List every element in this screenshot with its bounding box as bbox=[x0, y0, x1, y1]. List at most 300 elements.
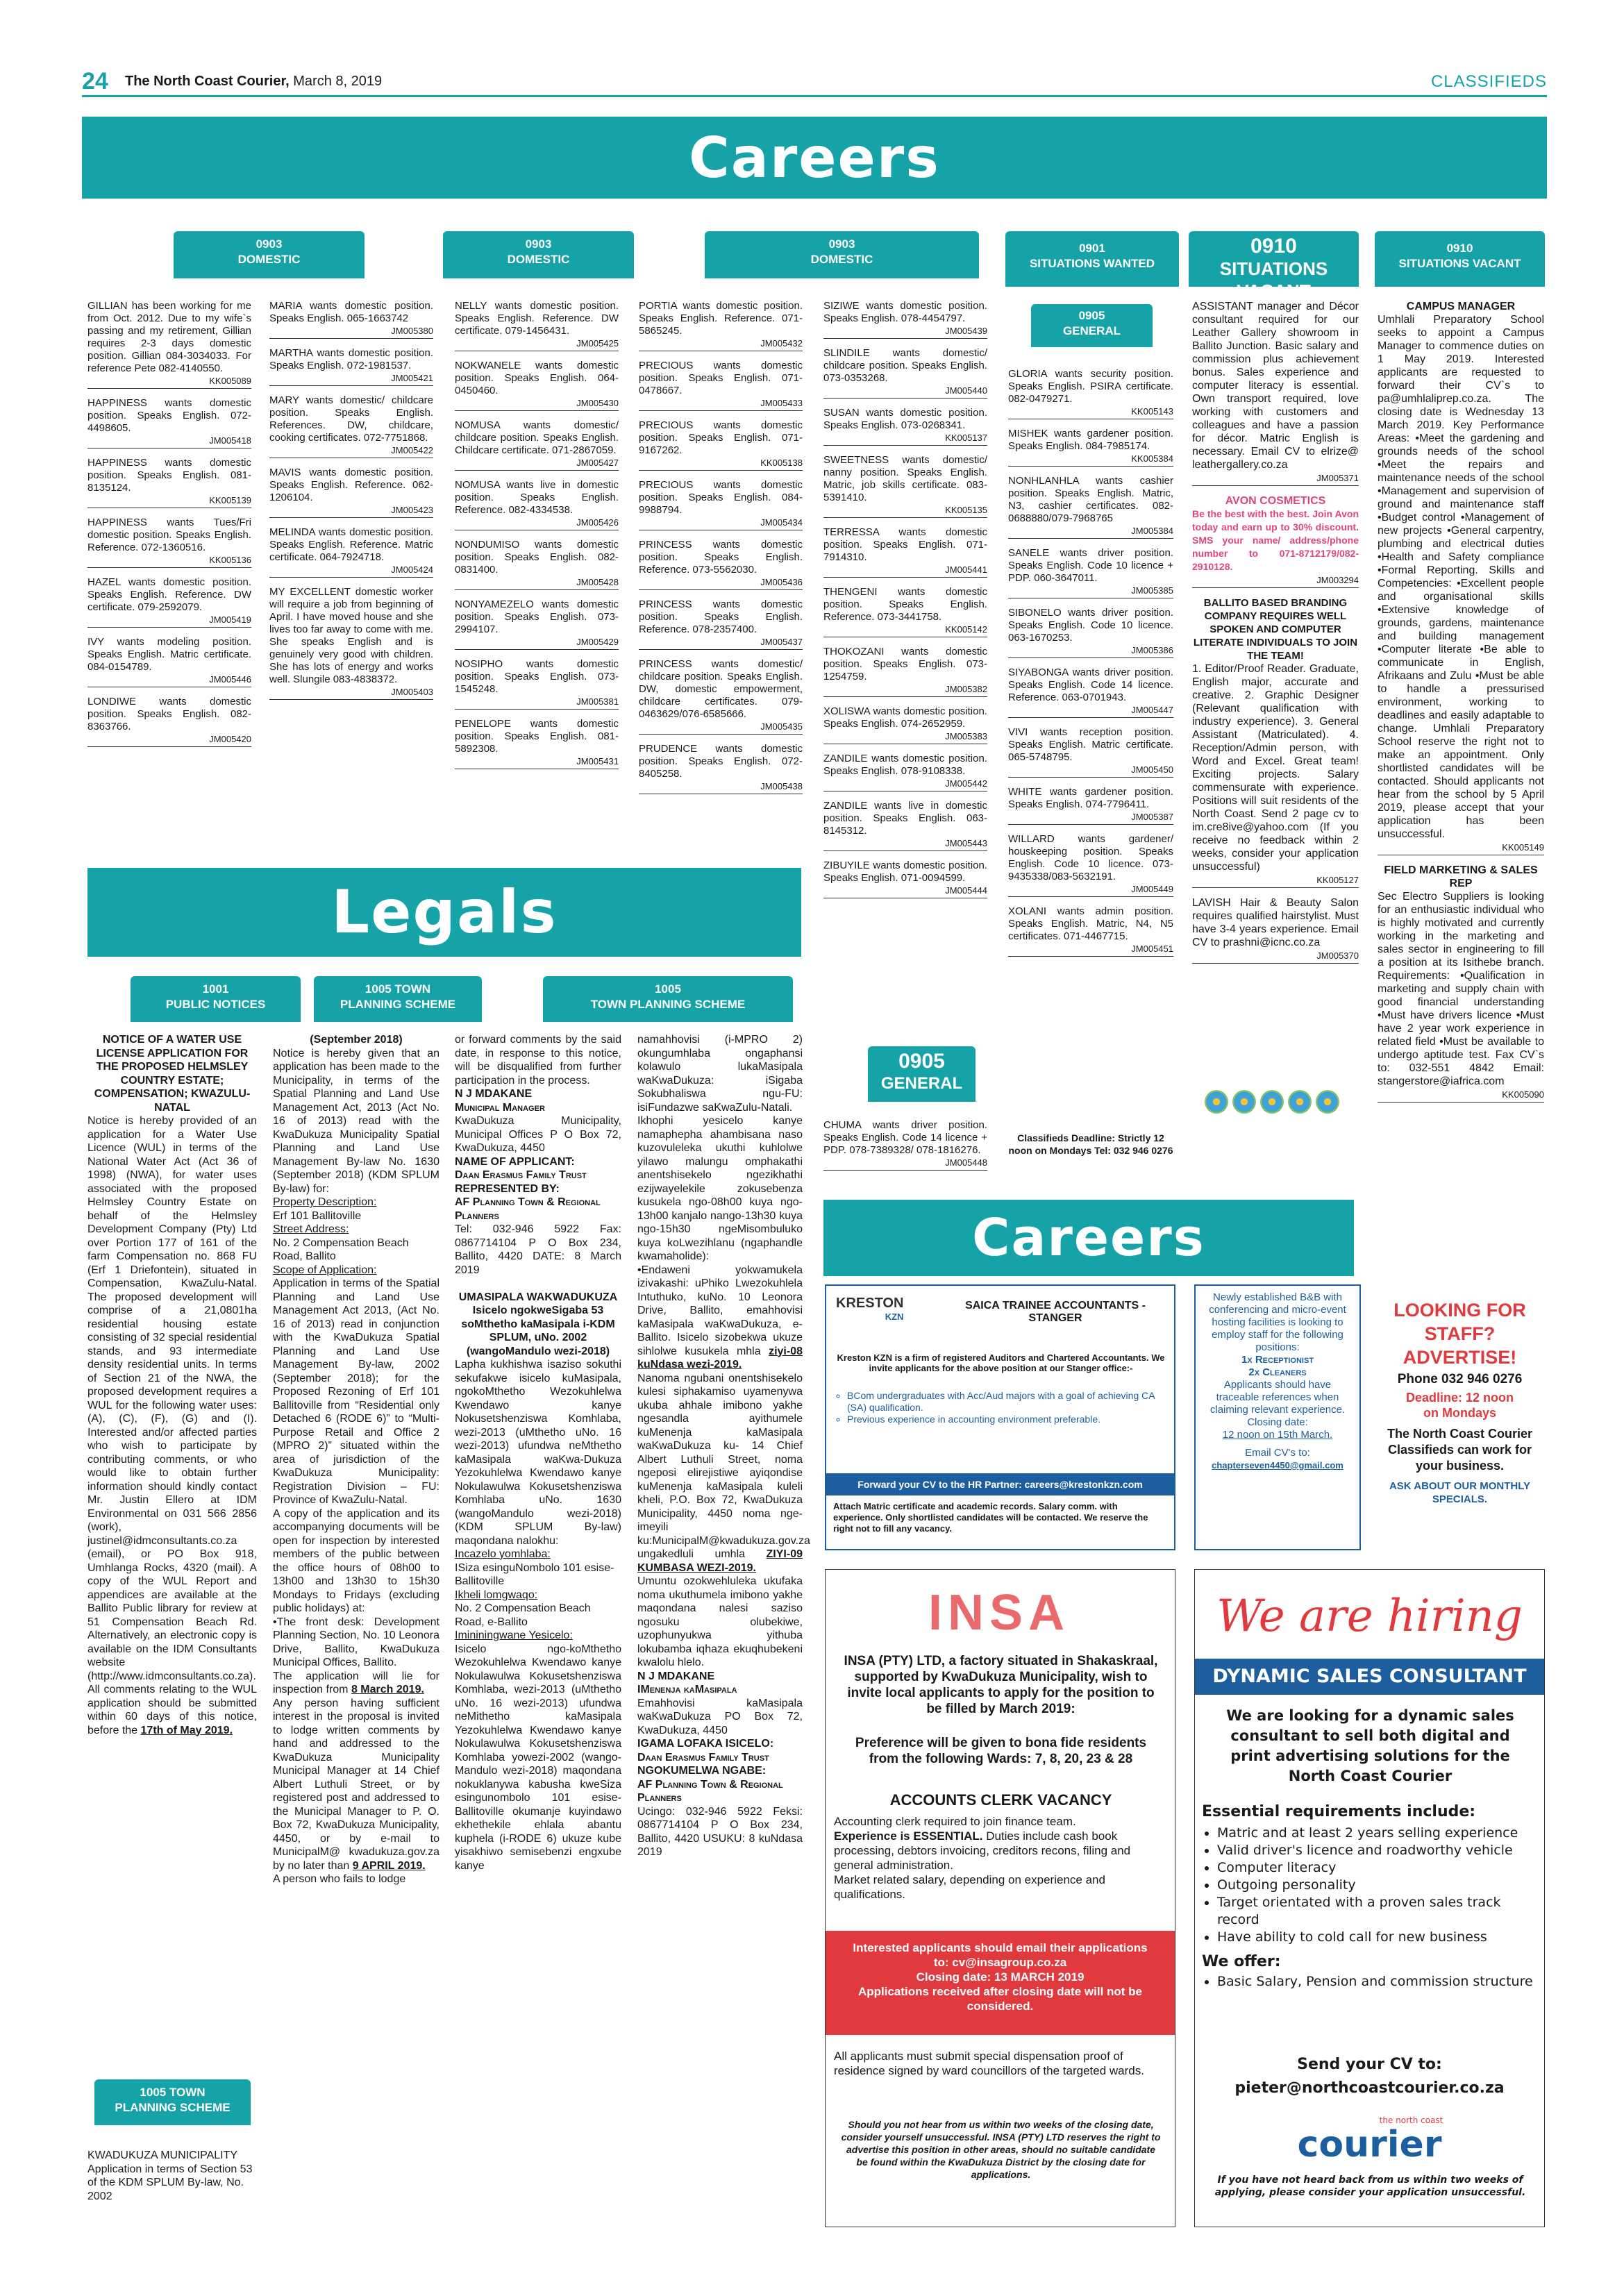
field-value: AF Planning Town & Regional Planners bbox=[455, 1196, 601, 1222]
ad-ref: JM005426 bbox=[455, 517, 619, 530]
page-header bbox=[82, 68, 1547, 97]
insa-heading: INSA (PTY) LTD, a factory situated in Shakaskraal, supported by KwaDukuza Municipality, wish to invite local applicants to apply for the position to be filled by March 2019: bbox=[844, 1654, 1158, 1716]
general-heading bbox=[1031, 304, 1153, 347]
flower-decoration bbox=[1205, 1090, 1339, 1114]
classified-ad: NONYAMEZELO wants domestic position. Speaks English. 073-2994107. bbox=[455, 598, 619, 635]
courier-logo bbox=[1195, 2115, 1544, 2164]
field-value: Daan Erasmus Family Trust bbox=[637, 1751, 769, 1763]
logo-small: the north coast bbox=[1379, 2115, 1443, 2125]
insa-preference: Preference will be given to bona fide residents from the following Wards: 7, 8, 20, 23 & 28 bbox=[855, 1736, 1147, 1766]
ad-ref: KK005136 bbox=[87, 554, 251, 568]
hiring-send: Send your CV to: bbox=[1297, 2056, 1442, 2073]
ad-ref: JM005443 bbox=[823, 837, 987, 851]
notice-body bbox=[87, 1114, 257, 1737]
requirement-item: ◦ BCom undergraduates with Acc/Aud majors with a goal of achieving CA (SA) qualification. bbox=[847, 1390, 1163, 1414]
insa-paragraph: Market related salary, depending on experience and qualifications. bbox=[834, 1873, 1105, 1901]
classifieds-deadline: Classifieds Deadline: Strictly 12 noon on Mondays Tel: 032 946 0276 bbox=[1008, 1132, 1173, 1156]
ad-ref: JM005371 bbox=[1192, 471, 1359, 486]
hiring-intro: We are looking for a dynamic sales consultant to sell both digital and print advertising solutions for the North Coast Courier bbox=[1226, 1707, 1514, 1784]
classified-ad: THOKOZANI wants domestic position. Speaks English. 073-1254759. bbox=[823, 646, 987, 682]
notice-body-text: Notice is hereby provided of an application for a Water Use Licence (WUL) in terms of the National Water Act (Act 36 of 1998) (NWA), for water uses associated with the proposed Helmsley Country Estate on behalf of the Helmsley Development Company (Pty) Ltd over Portion 177 of 161 of the farm Compensation no. 868 FU (Erf 1 Driefontein), situated in Compensation, KwaZulu-Natal. The proposed development will comprise of a 21,0801ha residential housing estate consisting of 32 special residential stands, and 93 intermediate density residential units. In terms of Section 21 of the NWA, the proposed development requires a WUL for the following water uses: (A), (C), (F), (G) and (I). Interested and/or affected parties who wish to participate by contributing comments, or who would like to obtain further information should kindly contact Mr. Justin Ellero at IDM Environmental on 031 566 2856 (work), justinel@idmconsultants.co.za (email), or PO Box 918, Umhlanga Rocks, 4320 (mail). A copy of the WUL Report and appendices are available at the Ballito Public library for review at 51 Compensation Beach Rd. Alternatively, an electronic copy is available on the IDM Consultants website (http://www.idmconsultants.co.za). All comments relating to the WUL application should be submitted within 60 days of this notice, before the bbox=[87, 1115, 257, 1736]
classified-ad: HAPPINESS wants domestic position. Speaks English. 072-4498605. bbox=[87, 397, 251, 434]
notice-paragraph: A copy of the application and its accompanying documents will be open for inspection by interested members of the public between the office hours of 08h00 to 13h00 and 13h30 to 15h30 Mondays to Fridays (excluding public holidays) at: bbox=[273, 1507, 440, 1614]
field-value: No. 2 Compensation Beach Road, Ballito bbox=[273, 1237, 409, 1262]
field-label: Incazelo yomhlaba: bbox=[455, 1548, 551, 1560]
hiring-footer: If you have not heard back from us within two weeks of applying, please consider your application unsuccessful. bbox=[1214, 2175, 1526, 2198]
classified-ad: SIBONELO wants driver position. Speaks English. Code 10 licence. 063-1670253. bbox=[1008, 607, 1173, 644]
ad-ref: JM005448 bbox=[823, 1157, 987, 1171]
notice-end-date: 17th of May 2019. bbox=[140, 1724, 233, 1736]
insa-paragraph bbox=[834, 1829, 1167, 1872]
flower-icon bbox=[1260, 1090, 1284, 1114]
field-label: Imininingwane Yesicelo: bbox=[455, 1629, 573, 1641]
town-planning-column-1 bbox=[273, 1033, 440, 1886]
classified-ad: PRECIOUS wants domestic position. Speaks English. 084-9988794. bbox=[639, 479, 803, 516]
ad-ref: JM005418 bbox=[87, 435, 251, 449]
heading-label: GENERAL bbox=[1062, 324, 1121, 337]
publication-name: The North Coast Courier, bbox=[125, 74, 290, 89]
campus-manager-text: Umhlali Preparatory School seeks to appoint a Campus Manager to commence duties on 1 May 2019. Interested applicants are requested to forward their CV`s to pa@umhlaliprep.co.za. The closing date is Wednesday 13 March 2019. Key Performance Areas: •Meet the gardening and grounds needs of the school •Meet the repairs and maintenance needs of the school •Management and supervision of ground and maintenance staff •Budget control •Management of new projects •General carpentry, plumbing and electrical duties •Health and Safety compliance •Formal Reporting. Skills and Competencies: •Excellent people and organisational skills •Extensive knowledge of grounds, gardens, maintenance and building management •Computer literate •Be able to communicate in English, Afrikaans and Zulu •Must be able to handle a pressurised environment, working to deadlines and easily adaptable to change. Umhlali Preparatory School reserve the right not to make an appointment. Only shortlisted candidates will be contacted. Should applicants not hear from the school by 5 April 2019, please accept that your application has been unsuccessful. bbox=[1378, 314, 1544, 840]
notice-paragraph bbox=[273, 1697, 440, 1873]
ad-ref: JM005387 bbox=[1008, 811, 1173, 825]
ad-ref: JM005435 bbox=[639, 721, 803, 735]
classified-ad: PRECIOUS wants domestic position. Speaks English. 071-9167262. bbox=[639, 419, 803, 456]
notice-title: NOTICE OF A WATER USE LICENSE APPLICATION FOR THE PROPOSED HELMSLEY COUNTRY ESTATE; COMPENSATION; KWAZULU-NATAL bbox=[94, 1034, 251, 1114]
heading-code: 0903 bbox=[828, 237, 855, 251]
kreston-email-bar: Forward your CV to the HR Partner: careers@krestonkzn.com bbox=[826, 1473, 1174, 1495]
insa-closing: Closing date: 13 MARCH 2019 bbox=[916, 1970, 1085, 1984]
classified-ad: ZIBUYILE wants domestic position. Speaks English. 071-0094599. bbox=[823, 860, 987, 884]
notice-paragraph: Lapha kukhishwa isaziso sokuthi sekufakwe isicelo kuMasipala, ngokoMthetho Wezokuhlelwa Kwendawo kanye Nokusetshenziswa Komhlaba, wezi-2013 (uMthetho uNo. 16 wezi-2013) ufundwa neMthetho kaMasipala waKwa-Dukuza Yezokuhlelwa Kwendawo kanye Nokulawulwa Kokusetshenziswa Komhlaba uNo. 1630 (wangoMandulo wezi-2018) (KDM SPLUM By-law) maqondana nalokhu: bbox=[455, 1359, 621, 1547]
classified-ad: WILLARD wants gardener/ houskeeping position. Speaks English. Code 10 licence. 073-9435338/083-5632191. bbox=[1008, 833, 1173, 882]
careers-banner-mid: Careers bbox=[823, 1200, 1354, 1276]
ad-ref: JM005370 bbox=[1192, 949, 1359, 964]
looking-for-staff-ad bbox=[1375, 1298, 1545, 1506]
field-value: Erf 101 Ballitoville bbox=[273, 1209, 362, 1222]
situations-vacant-column-b bbox=[1378, 300, 1544, 1111]
classified-ad: IVY wants modeling position. Speaks English. Matric certificate. 084-0154789. bbox=[87, 636, 251, 673]
kwadukuza-application-title: KWADUKUZA MUNICIPALITY Application in terms of Section 53 of the KDM SPLUM By-law, No. 2002 bbox=[87, 2150, 253, 2202]
field-value: Daan Erasmus Family Trust bbox=[455, 1169, 587, 1181]
situations-vacant-column-a bbox=[1192, 300, 1359, 972]
hiring-email: pieter@northcoastcourier.co.za bbox=[1234, 2079, 1505, 2097]
heading-label: PUBLIC NOTICES bbox=[165, 998, 266, 1011]
domestic-column-3 bbox=[455, 300, 619, 778]
classified-ad: ZANDILE wants domestic position. Speaks English. 078-9108338. bbox=[823, 753, 987, 777]
ad-ref: JM005430 bbox=[455, 397, 619, 411]
ad-ref: JM005450 bbox=[1008, 764, 1173, 778]
situations-wanted-column bbox=[1008, 368, 1173, 965]
ad-ref: JM005446 bbox=[87, 673, 251, 687]
classified-ad: ZANDILE wants live in domestic position. Speaks English. 063-8145312. bbox=[823, 800, 987, 837]
classified-ad: NOMUSA wants live in domestic position. Speaks English. Reference. 082-4334538. bbox=[455, 479, 619, 516]
bnb-email-label: Email CV's to: bbox=[1245, 1447, 1310, 1459]
legals-banner: Legals bbox=[87, 868, 801, 957]
classified-ad: PRINCESS wants domestic position. Speaks English. Reference. 073-5562030. bbox=[639, 539, 803, 576]
ad-ref: JM005439 bbox=[823, 325, 987, 339]
looking-body: The North Coast Courier Classifieds can work for your business. bbox=[1387, 1427, 1532, 1473]
notice-paragraph: namahhovisi (i-MPRO 2) okungumhlaba ongaphansi kolawulo lukaMasipala waKwaDukuza: iSigaba Sokubhaliswa ngu-FU: isiFundazwe saKwaZulu-Natali. bbox=[637, 1034, 803, 1114]
field-label: Property Description: bbox=[273, 1196, 377, 1208]
publication-line bbox=[125, 74, 382, 90]
page-number: 24 bbox=[82, 68, 108, 94]
town-planning-column-3 bbox=[637, 1033, 810, 1859]
ad-ref: JM005384 bbox=[1008, 525, 1173, 539]
careers-banner: Careers bbox=[82, 117, 1547, 199]
classified-ad: HAZEL wants domestic position. Speaks English. Reference. DW certificate. 079-2592079. bbox=[87, 576, 251, 613]
field-value: No. 2 Compensation Beach Road, e-Ballito bbox=[455, 1602, 591, 1628]
flower-icon bbox=[1232, 1090, 1256, 1114]
bullet-item: • Outgoing personality bbox=[1217, 1877, 1539, 1894]
signatory-role: Municipal Manager bbox=[455, 1101, 545, 1114]
classified-ad: PRINCESS wants domestic position. Speaks English. Reference. 078-2357400. bbox=[639, 598, 803, 635]
classified-ad: PORTIA wants domestic position. Speaks English. Reference. 071-5865245. bbox=[639, 300, 803, 337]
public-notices-heading bbox=[131, 976, 301, 1022]
field-value: ISiza esinguNombolo 101 esise-Ballitoville bbox=[455, 1561, 614, 1587]
logo-sub: KZN bbox=[885, 1312, 904, 1322]
insa-paragraph: All applicants must submit special dispensation proof of residence signed by ward councillors of the targeted wards. bbox=[834, 2050, 1144, 2077]
requirement-item: ◦ Previous experience in accounting environment preferable. bbox=[847, 1414, 1163, 1425]
insa-logo: INSA bbox=[928, 1584, 1071, 1641]
bullet-item: • Computer literacy bbox=[1217, 1859, 1539, 1877]
ad-ref: JM005432 bbox=[639, 337, 803, 351]
ad-ref: JM005441 bbox=[823, 564, 987, 578]
kreston-ad bbox=[825, 1284, 1175, 1550]
kreston-footer: Attach Matric certificate and academic records. Salary comm. with experience. Only shortlisted candidates will be contacted. We reserve the right not to fill any vacancy. bbox=[833, 1501, 1148, 1534]
ad-ref: JM005427 bbox=[455, 457, 619, 471]
domestic-column-4 bbox=[639, 300, 803, 803]
ad-ref: KK005149 bbox=[1378, 841, 1544, 855]
heading-label: DOMESTIC bbox=[507, 253, 570, 266]
classified-ad: NOSIPHO wants domestic position. Speaks English. 073-1545248. bbox=[455, 658, 619, 695]
ad-ref: JM003294 bbox=[1192, 573, 1359, 588]
classified-ad: MARTHA wants domestic position. Speaks English. 072-1981537. bbox=[269, 347, 433, 371]
looking-phone: Phone 032 946 0276 bbox=[1397, 1372, 1523, 1386]
bullet-item: • Basic Salary, Pension and commission structure bbox=[1217, 1973, 1539, 1991]
ad-ref: JM005437 bbox=[639, 636, 803, 650]
ad-ref: JM005381 bbox=[455, 696, 619, 710]
field-marketing-title: FIELD MARKETING & SALES REP bbox=[1384, 864, 1538, 889]
kreston-requirements bbox=[847, 1390, 1163, 1425]
publication-date: March 8, 2019 bbox=[293, 74, 383, 89]
logo-text: courier bbox=[1297, 2124, 1442, 2165]
notice-paragraph bbox=[637, 1264, 803, 1372]
ad-ref: JM005433 bbox=[639, 397, 803, 411]
domestic-column-2 bbox=[269, 300, 433, 708]
classified-ad: PRUDENCE wants domestic position. Speaks English. 072-8405258. bbox=[639, 743, 803, 780]
avon-text: Be the best with the best. Join Avon today and earn up to 30% discount. SMS your name/ address/phone number to 071-8712179/082-2910128. bbox=[1192, 508, 1359, 572]
assistant-manager-ad: ASSISTANT manager and Décor consultant required for our Leather Gallery showroom in Ballito Junction. Basic salary and commission plus achievement bonus. Sales experience and computer literacy is essential. Own transport required, love working with customers and colleagues and have a passion for décor. Matric English is necessary. Email CV to elrize@ leathergallery.co.za bbox=[1192, 301, 1359, 471]
classified-ad: HAPPINESS wants domestic position. Speaks English. 081-8135124. bbox=[87, 457, 251, 494]
classified-ad: NONHLANHLA wants cashier position. Speaks English. Matric, N3, cashier certificates. 082-0688880/079-7968765 bbox=[1008, 475, 1173, 524]
bullet-item: • Have ability to cold call for new business bbox=[1217, 1929, 1539, 1946]
field-label: Scope of Application: bbox=[273, 1264, 377, 1276]
kreston-logo bbox=[836, 1296, 903, 1322]
field-label: REPRESENTED BY: bbox=[455, 1182, 560, 1195]
heading-code: 1005 TOWN bbox=[140, 2086, 206, 2099]
ad-ref: JM005419 bbox=[87, 614, 251, 628]
bnb-closing: 12 noon on 15th March. bbox=[1222, 1429, 1333, 1441]
bullet-item: • Matric and at least 2 years selling experience bbox=[1217, 1825, 1539, 1842]
bnb-text: Applicants should have traceable references when claiming relevant experience. Closing date: bbox=[1209, 1379, 1346, 1428]
hiring-bar: DYNAMIC SALES CONSULTANT bbox=[1195, 1659, 1544, 1695]
text: The application will lie for inspection from bbox=[273, 1670, 440, 1695]
ad-ref: JM005449 bbox=[1008, 883, 1173, 897]
classified-ad: HAPPINESS wants Tues/Fri domestic position. Speaks English. Reference. 072-1360516. bbox=[87, 517, 251, 553]
classified-ad: PRECIOUS wants domestic position. Speaks English. 071-0478667. bbox=[639, 360, 803, 396]
ad-ref: JM005438 bbox=[639, 780, 803, 794]
ad-ref: KK005384 bbox=[1008, 453, 1173, 467]
ad-ref: JM005424 bbox=[269, 564, 433, 578]
classified-ad: NELLY wants domestic position. Speaks English. Reference. DW certificate. 079-1456431. bbox=[455, 300, 619, 337]
classified-ad: MARIA wants domestic position. Speaks English. 065-1663742 bbox=[269, 300, 433, 324]
field-label: IGAMA LOFAKA ISICELO: bbox=[637, 1738, 774, 1750]
classified-ad: NOMUSA wants domestic/ childcare position. Speaks English. Childcare certificate. 071-2867059. bbox=[455, 419, 619, 456]
looking-line: LOOKING FOR bbox=[1393, 1300, 1526, 1321]
inspection-date: ziyi-08 kuNdasa wezi-2019. bbox=[637, 1345, 803, 1371]
ad-ref: JM005421 bbox=[269, 372, 433, 386]
classified-ad: NOKWANELE wants domestic position. Speaks English. 064-0450460. bbox=[455, 360, 619, 396]
domestic-column-1 bbox=[87, 300, 251, 755]
looking-deadline: Deadline: 12 noon bbox=[1405, 1391, 1514, 1405]
ad-ref: JM005436 bbox=[639, 576, 803, 590]
ad-ref: JM005451 bbox=[1008, 943, 1173, 957]
ad-ref: JM005431 bbox=[455, 755, 619, 769]
notice-paragraph: Ikhophi yesicelo kanye namaphepha ahambisana naso kuzovuleleka ukuthi kuhlolwe yilawo malungu omphakathi anentshisekelo ngezikhathi ezijwayelekile zokusebenza kusukela ngo-08h00 kuya ngo-13h00 kanjalo nango-13h30 kuya ngo-15h30 ngeMisombuluko kuya koLwezihlanu (ngaphandle kwamaholide): bbox=[637, 1115, 803, 1262]
heading-label: SITUATIONS VACANT bbox=[1398, 257, 1521, 270]
insa-paragraph: Accounting clerk required to join finance team. bbox=[834, 1815, 1076, 1828]
avon-title: AVON COSMETICS bbox=[1225, 495, 1326, 507]
bnb-email: chapterseven4450@gmail.com bbox=[1212, 1460, 1343, 1470]
bnb-position: 2x Cleaners bbox=[1248, 1366, 1307, 1378]
ad-ref: KK005090 bbox=[1378, 1088, 1544, 1103]
general-heading-small bbox=[868, 1046, 976, 1102]
ad-ref: KK005139 bbox=[87, 494, 251, 508]
heading-code: 0903 bbox=[256, 237, 283, 251]
heading-label: GENERAL bbox=[880, 1074, 963, 1093]
classified-ad: MARY wants domestic/ childcare position. Speaks English. References. DW, childcare, cooking certificates. 072-7751868. bbox=[269, 394, 433, 444]
heading-code: 1005 bbox=[655, 982, 681, 996]
flower-icon bbox=[1288, 1090, 1312, 1114]
notice-paragraph: A person who fails to lodge bbox=[273, 1873, 406, 1885]
classified-ad: XOLANI wants admin position. Speaks English. Matric, N4, N5 certificates. 071-4467715. bbox=[1008, 905, 1173, 942]
classified-ad: LONDIWE wants domestic position. Speaks English. 082-8363766. bbox=[87, 696, 251, 732]
text: •Endaweni yokwamukela izivakashi: uPhiko Lwezokuhlela Intuthuko, kuNo. 10 Leonora Drive, Ballito, emahhovisi kaMasipala waKwaDukuza, e-Ballito. Isicelo sizobekwa ukuze sihlolwe kusukela mhla bbox=[637, 1264, 803, 1357]
text: Nanoma ngubani onentshisekelo kulesi siphakamiso uyamenywa ukuba ahhale imibono yakhe ngesandla ayithumele kuMenenja kaMasipala waKwaDukuza ku- 14 Chief Albert Luthuli Street, noma ngeposi elirejistiwe ayiqondise kuMenenja kaMasipala kuleli kheli, P.O. Box 72, KwaDukuza Municipality, 4450 noma nge-imeyili ku:MunicipalM@kwadukuza.gov.za ungakedluli umhla bbox=[637, 1372, 810, 1560]
bnb-intro: Newly established B&B with conferencing and micro-event hosting facilities is looking to employ staff for the following positions: bbox=[1209, 1291, 1346, 1353]
field-label: NAME OF APPLICANT: bbox=[455, 1155, 575, 1168]
flower-icon bbox=[1316, 1090, 1339, 1114]
ad-ref: JM005447 bbox=[1008, 704, 1173, 718]
ad-ref: JM005428 bbox=[455, 576, 619, 590]
field-label: Street Address: bbox=[273, 1223, 349, 1235]
ad-ref: JM005386 bbox=[1008, 644, 1173, 658]
ad-ref: KK005137 bbox=[823, 432, 987, 446]
town-planning-heading-1 bbox=[314, 976, 482, 1022]
insa-apply: Interested applicants should email their applications to: cv@insagroup.co.za bbox=[853, 1941, 1148, 1969]
ad-ref: KK005127 bbox=[1192, 873, 1359, 888]
classified-ad: MISHEK wants gardener position. Speaks English. 084-7985174. bbox=[1008, 428, 1173, 452]
general-0905-column bbox=[823, 1119, 987, 1179]
deadline-date: 9 APRIL 2019. bbox=[352, 1859, 426, 1872]
public-notice-column bbox=[87, 1033, 257, 1737]
looking-line: STAFF? bbox=[1424, 1323, 1496, 1344]
hiring-title: We are hiring bbox=[1216, 1591, 1523, 1642]
field-marketing-text: Sec Electro Suppliers is looking for an enthusiastic individual who is highly motivated and currently working in the marketing and sales sector in engineering to fill a position at its Isithebe branch. Requirements: •Qualification in marketing and supply chain with good financial understanding •Must have drivers licence •Must have 2 year work experience in related field •Must be available to undergo aptitude test. Fax CV`s to: 032-551 4842 Email: stangerstore@iafrica.com bbox=[1378, 891, 1544, 1087]
kreston-title: SAICA TRAINEE ACCOUNTANTS - STANGER bbox=[965, 1300, 1146, 1324]
classified-ad: CHUMA wants driver position. Speaks English. Code 14 licence + PDP. 078-7389328/ 078-1816276. bbox=[823, 1119, 987, 1156]
logo-text: KRESTON bbox=[836, 1296, 904, 1311]
notice-paragraph bbox=[637, 1372, 810, 1575]
signatory-org: Emahhovisi kaMasipala waKwaDukuza PO Box 72, KwaDukuza, 4450 bbox=[637, 1697, 803, 1736]
classified-ad: TERRESSA wants domestic position. Speaks English. 071-7914310. bbox=[823, 526, 987, 563]
domestic-heading-2 bbox=[443, 231, 634, 278]
insa-job-title: ACCOUNTS CLERK VACANCY bbox=[889, 1791, 1112, 1809]
town-planning-heading-2 bbox=[543, 976, 793, 1022]
heading-label: SITUATIONS WANTED bbox=[1029, 257, 1155, 270]
classified-ad: WHITE wants gardener position. Speaks English. 074-7796411. bbox=[1008, 786, 1173, 810]
signatory-role: IMenenja kaMasipala bbox=[637, 1684, 737, 1695]
section-name: CLASSIFIEDS bbox=[1430, 72, 1547, 91]
heading-code: 0905 bbox=[1078, 309, 1105, 322]
heading-code: 0901 bbox=[1079, 242, 1105, 255]
hiring-ad bbox=[1194, 1569, 1545, 2227]
notice-paragraph: Umuntu ozokwehluleka ukufaka noma ukuthumela imibono yakhe maqondana nalesi saziso ngosuku olubekiwe, uzophunyukwa yithuba lokubamba iqhaza ekuqhubekeni kwalolu hlelo. bbox=[637, 1575, 803, 1668]
classified-ad: PENELOPE wants domestic position. Speaks English. 081-5892308. bbox=[455, 718, 619, 755]
notice-paragraph: or forward comments by the said date, in response to this notice, will be disqualified from further participation in the process. bbox=[455, 1034, 621, 1087]
field-value: Isicelo ngo-koMthetho Wezokuhlelwa Kwendawo kanye Nokulawulwa Kokusetshenziswa Komhlaba, wezi-2013 (uMthetho uNo. 16 wezi-2013) ufundwa neMithetho kaMasipala Yezokuhlelwa Kwendawo kanye Nokulawulwa Kokusetshenziswa Komhlaba yowezi-2002 (wango-Mandulo wezi-2018) maqondana nokuklanywa kabusha kweSiza esingunombolo 101 esise-Ballitoville okumanje kuyindawo ekhethekile ehlala abantu kuphela (i-RODE 6) ukuze kube yisakhiwo semisebenzi engxube kanye bbox=[455, 1643, 621, 1872]
notice-paragraph: Notice is hereby given that an application has been made to the Municipality, in terms of the Spatial Planning and Land Use Management Act, 2013 (Act No. 16 of 2013) read with the KwaDukuza Municipality Spatial Planning and Land Use Management By-law No. 1630 (September 2018) (KDM SPLUM By-law) for: bbox=[273, 1047, 440, 1195]
offer-title: We offer: bbox=[1202, 1953, 1281, 1970]
classified-ad: MY EXCELLENT domestic worker will require a job from beginning of April. I have moved house and she lives too far away to come with me. She speaks English and is genuinely very good with children. She has lots of energy and works well. Slungile 083-4838372. bbox=[269, 586, 433, 685]
kreston-intro: Kreston KZN is a firm of registered Auditors and Chartered Accountants. We invite applicants for the above position at our Stanger office:- bbox=[837, 1352, 1165, 1373]
notice-paragraph bbox=[273, 1670, 440, 1697]
classified-ad: PRINCESS wants domestic/ childcare position. Speaks English. DW, domestic empowerment, childcare certificates. 079-0463629/076-6585666. bbox=[639, 658, 803, 720]
ad-ref: JM005440 bbox=[823, 385, 987, 399]
ad-ref: KK005138 bbox=[639, 457, 803, 471]
classified-ad: MAVIS wants domestic position. Speaks English. Reference. 062-1206104. bbox=[269, 467, 433, 503]
town-planning-heading-3 bbox=[94, 2079, 251, 2125]
insa-late-note: Applications received after closing date will not be considered. bbox=[857, 1985, 1143, 2013]
notice-date: (September 2018) bbox=[310, 1034, 403, 1046]
ad-ref: JM005420 bbox=[87, 733, 251, 747]
ad-ref: JM005422 bbox=[269, 444, 433, 458]
lavish-ad: LAVISH Hair & Beauty Salon requires qualified hairstylist. Must have 3-4 years experience. Email CV to prashni@icnc.co.za bbox=[1192, 897, 1359, 948]
deadline-date: ZIYI-09 KUMBASA WEZI-2019. bbox=[637, 1548, 803, 1574]
classified-ad: SIZIWE wants domestic position. Speaks English. 078-4454797. bbox=[823, 300, 987, 324]
bnb-position: 1x Receptionist bbox=[1241, 1354, 1314, 1366]
town-planning-column-2 bbox=[455, 1033, 621, 1872]
zulu-title: UMASIPALA WAKWADUKUZA Isicelo ngokweSigaba 53 soMthetho kaMasipala i-KDM SPLUM, uNo. 2002 (wangoMandulo wezi-2018) bbox=[458, 1291, 618, 1357]
ad-ref: JM005382 bbox=[823, 683, 987, 697]
signatory-org: KwaDukuza Municipality, Municipal Offices P O Box 72, KwaDukuza, 4450 bbox=[455, 1115, 621, 1154]
heading-label: PLANNING SCHEME bbox=[115, 2101, 231, 2114]
classified-ad: SWEETNESS wants domestic/ nanny position. Speaks English. Matric, job skills certificate. 083-5391410. bbox=[823, 454, 987, 503]
heading-label: DOMESTIC bbox=[237, 253, 301, 266]
heading-code: 0910 bbox=[1446, 242, 1473, 255]
heading-label: SITUATIONS VACANT bbox=[1219, 258, 1328, 301]
ad-ref: JM005425 bbox=[455, 337, 619, 351]
classified-ad: SANELE wants driver position. Speaks English. Code 10 licence + PDP. 060-3647011. bbox=[1008, 547, 1173, 584]
ad-ref: JM005383 bbox=[823, 730, 987, 744]
insa-ad bbox=[825, 1569, 1175, 2227]
classified-ad: NONDUMISO wants domestic position. Speaks English. 082-0831400. bbox=[455, 539, 619, 576]
emphasis: Experience is ESSENTIAL. bbox=[834, 1829, 983, 1843]
classified-ad: SLINDILE wants domestic/ childcare position. Speaks English. 073-0353268. bbox=[823, 347, 987, 384]
ad-ref: JM005442 bbox=[823, 778, 987, 791]
contact-details: Tel: 032-946 5922 Fax: 0867714104 P O Box 234, Ballito, 4420 DATE: 8 March 2019 bbox=[455, 1223, 621, 1276]
inspection-date: 8 March 2019. bbox=[351, 1684, 424, 1695]
classified-ad: GILLIAN has been working for me from Oct. 2012. Due to my wife`s passing and my retirement, Gillian requires 2-3 days domestic position. Gillian 084-3034033. For reference Pete 082-4140550. bbox=[87, 300, 251, 374]
ad-ref: JM005403 bbox=[269, 686, 433, 700]
ad-ref: JM005385 bbox=[1008, 585, 1173, 598]
classified-ad: MELINDA wants domestic position. Speaks English. Reference. Matric certificate. 064-7924718. bbox=[269, 526, 433, 563]
contact-details: Ucingo: 032-946 5922 Feksi: 0867714104 P O Box 234, Ballito, 4420 USUKU: 8 kuNdasa 2019 bbox=[637, 1805, 803, 1858]
requirements-list bbox=[1202, 1825, 1539, 1946]
insa-footer: Should you not hear from us within two weeks of the closing date, consider yourself unsuccessful. INSA (PTY) LTD reserves the right to advertise this position in other areas, should no suitable candidate be found within the KwaDukuza District by the closing date for applications. bbox=[841, 2119, 1161, 2180]
bnb-ad bbox=[1194, 1284, 1361, 1550]
domestic-column-5 bbox=[823, 300, 987, 907]
field-value: AF Planning Town & Regional Planners bbox=[637, 1778, 783, 1804]
flower-icon bbox=[1205, 1090, 1228, 1114]
classified-ad: XOLISWA wants domestic position. Speaks English. 074-2652959. bbox=[823, 705, 987, 730]
ad-ref: JM005429 bbox=[455, 636, 619, 650]
ad-ref: JM005434 bbox=[639, 517, 803, 530]
classified-ad: GLORIA wants security position. Speaks English. PSIRA certificate. 082-0479271. bbox=[1008, 368, 1173, 405]
ad-ref: JM005380 bbox=[269, 325, 433, 339]
field-value: Application in terms of the Spatial Planning and Land Use Management Act 2013, (Act No. 16 of 2013) read in conjunction with the KwaDukuza Spatial Planning and Land Use Management By-law, 2002 (September 2018); for the Proposed Rezoning of Erf 101 Ballitoville from “Residential only Detached 6 (RODE 6)” to “Multi-Purpose Retail and Office 2 (MPRO 2)” situated within the area of jurisdiction of the KwaDukuza Municipality: Registration Division – FU: Province of KwaZulu-Natal. bbox=[273, 1277, 440, 1506]
ad-ref: JM005444 bbox=[823, 885, 987, 898]
hiring-requirements bbox=[1202, 1803, 1539, 1991]
ad-ref: KK005089 bbox=[87, 375, 251, 389]
domestic-heading-1 bbox=[174, 231, 365, 278]
insa-red-box bbox=[826, 1931, 1175, 2035]
text: Any person having sufficient interest in the proposal is invited to lodge written comments by hand and addressed to the KwaDukuza Municipality Municipal Manager at 14 Chief Albert Luthuli Street, or by registered post and addressed to the Municipal Manager to P. O. Box 72, KwaDukuza Municipality, 4450, or by e-mail to MunicipalM@ kwadukuza.gov.za by no later than bbox=[273, 1697, 440, 1872]
field-label: NGOKUMELWA NGABE: bbox=[637, 1765, 767, 1777]
requirements-title: Essential requirements include: bbox=[1202, 1803, 1476, 1820]
classified-ad: VIVI wants reception position. Speaks English. Matric certificate. 065-5748795. bbox=[1008, 726, 1173, 763]
heading-code: 1005 TOWN bbox=[365, 982, 431, 996]
heading-label: DOMESTIC bbox=[810, 253, 873, 266]
heading-label: PLANNING SCHEME bbox=[340, 998, 456, 1011]
ad-ref: KK005143 bbox=[1008, 405, 1173, 419]
text: Duties include cash book processing, debtors invoicing, creditors recons, filing and general administration. bbox=[834, 1829, 1131, 1872]
classified-ad: SIYABONGA wants driver position. Speaks English. Code 14 licence. Reference. 063-0701943. bbox=[1008, 667, 1173, 703]
signatory-name: N J MDAKANE bbox=[637, 1670, 715, 1682]
bullet-item: • Valid driver's licence and roadworthy vehicle bbox=[1217, 1842, 1539, 1859]
ballito-text: 1. Editor/Proof Reader. Graduate, English major, accurate and creative. 2. Graphic Designer (Relevant qualification with industry experience). 3. General Assistant (Matriculated). 4. Reception/Admin person, with Word and Excel. Great team! Exciting projects. Salary commensurate with experience. Positions will suit residents of the North Coast. Send 2 page cv to im.cre8ive@yahoo.com (If you receive no feedback within 2 weeks, consider your application unsuccessful) bbox=[1192, 663, 1359, 873]
bullet-item: • Target orientated with a proven sales track record bbox=[1217, 1894, 1539, 1929]
situations-wanted-heading bbox=[1005, 231, 1179, 287]
classified-ad: THENGENI wants domestic position. Speaks English. Reference. 073-3441758. bbox=[823, 586, 987, 623]
campus-manager-title: CAMPUS MANAGER bbox=[1406, 301, 1516, 312]
situations-vacant-heading-2 bbox=[1375, 231, 1545, 287]
ballito-title: BALLITO BASED BRANDING COMPANY REQUIRES WELL SPOKEN AND COMPUTER LITERATE INDIVIDUALS TO JOIN THE TEAM! bbox=[1193, 597, 1358, 662]
signatory-name: N J MDAKANE bbox=[455, 1088, 533, 1100]
heading-code: 0905 bbox=[898, 1050, 945, 1073]
ad-ref: KK005135 bbox=[823, 504, 987, 518]
ad-ref: KK005142 bbox=[823, 623, 987, 637]
insa-body bbox=[834, 1814, 1167, 1902]
field-label: Ikheli lomgwaqo: bbox=[455, 1589, 538, 1601]
looking-ask: ASK ABOUT OUR MONTHLY SPECIALS. bbox=[1389, 1480, 1531, 1505]
situations-vacant-heading-1 bbox=[1189, 231, 1359, 301]
looking-line: ADVERTISE! bbox=[1403, 1347, 1517, 1368]
classified-ad: SUSAN wants domestic position. Speaks English. 073-0268341. bbox=[823, 407, 987, 431]
looking-deadline: on Mondays bbox=[1423, 1406, 1496, 1420]
heading-code: 0910 bbox=[1250, 235, 1297, 258]
offer-list bbox=[1202, 1973, 1539, 1991]
